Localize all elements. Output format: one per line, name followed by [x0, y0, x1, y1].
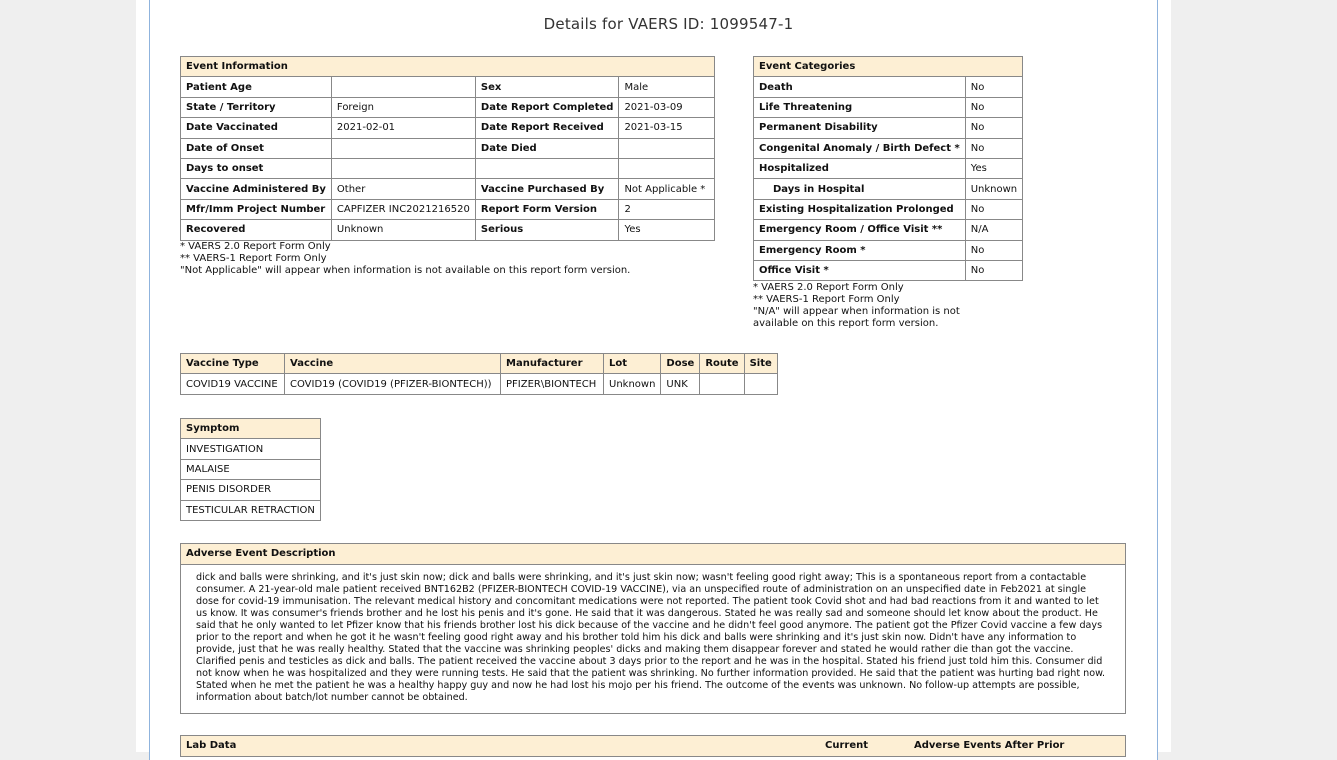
footnote: * VAERS 2.0 Report Form Only [753, 282, 904, 293]
event-category-row [754, 260, 1023, 280]
symptom-table [180, 418, 321, 521]
event-category-row [754, 240, 1023, 260]
footnote: "Not Applicable" will appear when information is not available on this report form version. [180, 265, 631, 276]
field-label: Recovered [181, 220, 332, 240]
field-label: Date Died [475, 138, 619, 158]
category-value: No [965, 240, 1022, 260]
field-value [331, 77, 475, 97]
description-header: Adverse Event Description [181, 544, 1125, 565]
symptom-item: TESTICULAR RETRACTION [181, 500, 321, 520]
category-label: Emergency Room / Office Visit ** [754, 220, 966, 240]
field-value: Unknown [331, 220, 475, 240]
field-label: Date of Onset [181, 138, 332, 158]
event-info-row [181, 220, 715, 240]
event-info-row [181, 77, 715, 97]
category-value: No [965, 118, 1022, 138]
event-info-row [181, 118, 715, 138]
category-value: Unknown [965, 179, 1022, 199]
symptom-row [181, 439, 321, 459]
category-value: No [965, 97, 1022, 117]
prior-adverse-events-label: Adverse Events After Prior [914, 740, 1065, 751]
category-value: No [965, 138, 1022, 158]
footnote: * VAERS 2.0 Report Form Only [180, 241, 331, 252]
field-value: 2021-02-01 [331, 118, 475, 138]
page-title: Details for VAERS ID: 1099547-1 [543, 15, 794, 33]
description-text: dick and balls were shrinking, and it's just skin now; dick and balls were shrinking, and it's just skin now; wasn't feeling good right away; This is a spontaneous report from a contactable consumer. A 21-year-old male patient received BNT162B2 (PFIZER-BIONTECH COVID-19 VACCINE), via an unspecified route of administration on an unspecified date in Feb2021 at single dose for covid-19 immunisation. The relevant medical history and concomitant medications were not reported. The patient took Covid shot and had bad reactions from it and wanted to let us know. It was consumer's friends brother and he lost his penis and it's gone. He said that it was dangerous. Stated he was really sad and someone should let know about the product. He said that he only wanted to let Pfizer know that his friends brother lost his dick because of the vaccine and he didn't feel good anymore. The patient got the Pfizer Covid vaccine a few days prior to the report and when he got it he wasn't feeling good right away and his brother told him his dick and balls were shrinking and it's just skin now. Didn't have any information to provide, just that he was really healthy. Stated that the vaccine was shrinking peoples' dicks and making them disappear forever and stated he would rather die than got the vaccine. Clarified penis and testicles as dick and balls. The patient received the vaccine about 3 days prior to the report and he was in the hospital. Stated his friend just told him this. Consumer did not know when he was hospitalized and they were running tests. He said that the patient was shrinking. No further information provided. He said that the patient was hurting bad right now. Stated when he met the patient he was a healthy happy guy and now he had lost his mojo per his friend. The outcome of the events was unknown. No follow-up attempts are possible, information about batch/lot number cannot be obtained. [196, 572, 1106, 703]
category-label: Office Visit * [754, 260, 966, 280]
event-categories-notes [753, 282, 960, 330]
category-label: Emergency Room * [754, 240, 966, 260]
vaccine-cell: PFIZER\BIONTECH [501, 374, 604, 394]
field-value: 2 [619, 199, 715, 219]
field-value [331, 158, 475, 178]
field-label: Date Report Completed [475, 97, 619, 117]
event-category-row [754, 97, 1023, 117]
category-value: N/A [965, 220, 1022, 240]
event-information-table [180, 56, 715, 241]
category-value: No [965, 260, 1022, 280]
category-label: Days in Hospital [754, 179, 966, 199]
field-value: Yes [619, 220, 715, 240]
vaccine-cell [700, 374, 744, 394]
event-category-row [754, 77, 1023, 97]
field-value: 2021-03-15 [619, 118, 715, 138]
event-information-notes [180, 241, 630, 277]
symptom-row [181, 459, 321, 479]
current-illness-label: Current [825, 740, 869, 751]
field-value: Male [619, 77, 715, 97]
symptom-row [181, 500, 321, 520]
vaccine-column-header: Lot [604, 354, 661, 374]
lab-data-header [180, 735, 1126, 757]
field-label: Sex [475, 77, 619, 97]
symptom-row [181, 480, 321, 500]
vaccine-cell: COVID19 (COVID19 (PFIZER-BIONTECH)) [285, 374, 501, 394]
field-label: Date Vaccinated [181, 118, 332, 138]
field-label: Serious [475, 220, 619, 240]
field-value: Not Applicable * [619, 179, 715, 199]
vaccine-table [180, 353, 778, 395]
footnote: ** VAERS-1 Report Form Only [180, 253, 327, 264]
field-label: Days to onset [181, 158, 332, 178]
footnote: ** VAERS-1 Report Form Only [753, 294, 900, 305]
symptom-header: Symptom [181, 419, 321, 439]
symptom-item: MALAISE [181, 459, 321, 479]
event-info-row [181, 97, 715, 117]
symptom-item: INVESTIGATION [181, 439, 321, 459]
field-label: Vaccine Purchased By [475, 179, 619, 199]
category-label: Hospitalized [754, 158, 966, 178]
category-label: Permanent Disability [754, 118, 966, 138]
field-value: Foreign [331, 97, 475, 117]
event-category-row [754, 118, 1023, 138]
vaccine-column-header: Dose [661, 354, 700, 374]
field-value [619, 158, 715, 178]
category-label: Congenital Anomaly / Birth Defect * [754, 138, 966, 158]
category-value: No [965, 77, 1022, 97]
event-categories-header: Event Categories [754, 57, 1023, 77]
category-label: Death [754, 77, 966, 97]
field-label: Date Report Received [475, 118, 619, 138]
symptom-item: PENIS DISORDER [181, 480, 321, 500]
vaccine-column-header: Vaccine [285, 354, 501, 374]
vaccine-column-header: Manufacturer [501, 354, 604, 374]
vaccine-cell: COVID19 VACCINE [181, 374, 285, 394]
lab-data-label: Lab Data [186, 740, 237, 751]
footnote: "N/A" will appear when information is not [753, 306, 960, 317]
field-label: Patient Age [181, 77, 332, 97]
vaccine-column-header: Site [744, 354, 777, 374]
field-value [619, 138, 715, 158]
vaccine-cell: UNK [661, 374, 700, 394]
field-label: Report Form Version [475, 199, 619, 219]
category-value: No [965, 199, 1022, 219]
category-label: Existing Hospitalization Prolonged [754, 199, 966, 219]
field-label: State / Territory [181, 97, 332, 117]
field-value [331, 138, 475, 158]
vaccine-column-header: Route [700, 354, 744, 374]
event-categories-table [753, 56, 1023, 281]
field-value: Other [331, 179, 475, 199]
field-label [475, 158, 619, 178]
field-value: 2021-03-09 [619, 97, 715, 117]
event-info-row [181, 138, 715, 158]
footnote: available on this report form version. [753, 318, 939, 329]
event-info-row [181, 199, 715, 219]
event-category-row [754, 179, 1023, 199]
event-information-header: Event Information [181, 57, 715, 77]
category-label: Life Threatening [754, 97, 966, 117]
vaccine-cell: Unknown [604, 374, 661, 394]
field-label: Vaccine Administered By [181, 179, 332, 199]
adverse-event-description [180, 543, 1126, 714]
event-category-row [754, 138, 1023, 158]
event-category-row [754, 158, 1023, 178]
event-category-row [754, 220, 1023, 240]
event-info-row [181, 179, 715, 199]
field-value: CAPFIZER INC2021216520 [331, 199, 475, 219]
vaccine-column-header: Vaccine Type [181, 354, 285, 374]
category-value: Yes [965, 158, 1022, 178]
vaccine-cell [744, 374, 777, 394]
event-info-row [181, 158, 715, 178]
event-category-row [754, 199, 1023, 219]
field-label: Mfr/Imm Project Number [181, 199, 332, 219]
